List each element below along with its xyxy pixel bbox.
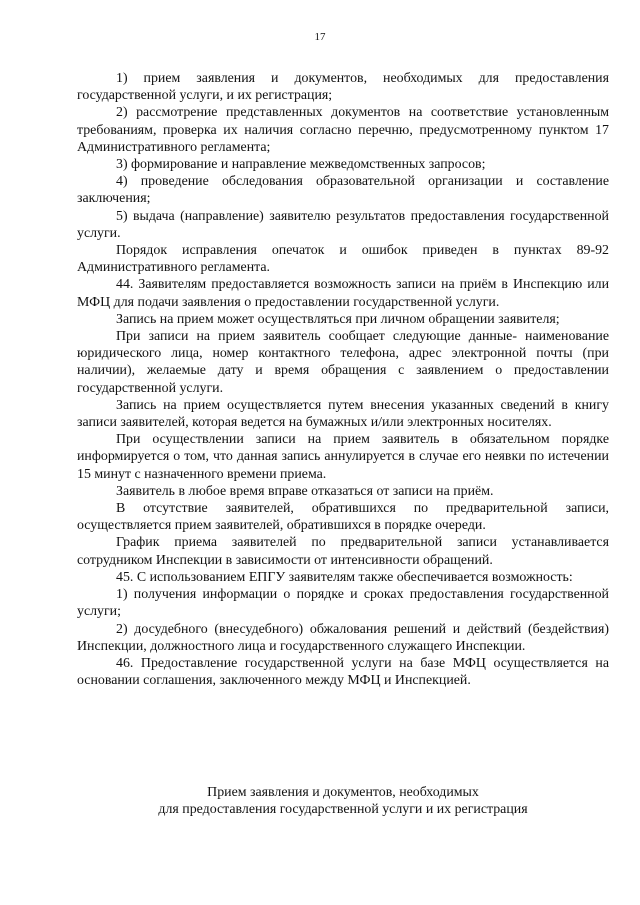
paragraph-item-46: 46. Предоставление государственной услуги на базе МФЦ осуществляется на основании соглашения, заключенного между МФЦ и Инспекцией.: [77, 655, 609, 689]
paragraph-item-45-2: 2) досудебного (внесудебного) обжалования решений и действий (бездействия) Инспекции, должностного лица и государственного служащего Инспекции.: [77, 621, 609, 654]
paragraph-item-45-1: 1) получения информации о порядке и сроках предоставления государственной услуги;: [77, 587, 609, 620]
paragraph-appointment-in-person: Запись на прием может осуществляться при личном обращении заявителя;: [116, 311, 560, 327]
paragraph-errata-order: Порядок исправления опечаток и ошибок приведен в пунктах 89-92 Административного регламента.: [77, 243, 609, 276]
paragraph-schedule: График приема заявителей по предварительной записи устанавливается сотрудником Инспекции в зависимости от интенсивности обращений.: [77, 535, 609, 568]
paragraph-appointment-data: При записи на прием заявитель сообщает следующие данные- наименование юридического лица, номер контактного телефона, адрес электронной почты (при наличии), желаемые дату и время обращения с заявлением о предоставлении государственной услуги.: [77, 329, 609, 396]
section-heading-line-1: Прием заявления и документов, необходимых: [207, 785, 479, 800]
paragraph-appointment-book: Запись на прием осуществляется путем внесения указанных сведений в книгу записи заявителей, которая ведется на бумажных и/или электронных носителях.: [77, 397, 609, 431]
paragraph-stage-3: 3) формирование и направление межведомственных запросов;: [116, 157, 486, 173]
document-body: [77, 70, 609, 689]
paragraph-stage-5: 5) выдача (направление) заявителю результатов предоставления государственной услуги.: [77, 208, 609, 241]
page-number: 17: [314, 31, 326, 43]
paragraph-item-44: 44. Заявителям предоставляется возможность записи на приём в Инспекцию или МФЦ для подачи заявления о предоставлении государственной услуги.: [77, 277, 609, 310]
paragraph-item-45: 45. С использованием ЕПГУ заявителям также обеспечивается возможность:: [116, 569, 573, 585]
paragraph-queue-order: В отсутствие заявителей, обратившихся по предварительной записи, осуществляется прием заявителей, обратившихся в порядке очереди.: [77, 501, 609, 534]
section-heading-line-2: для предоставления государственной услуги и их регистрация: [158, 802, 528, 818]
paragraph-stage-1: 1) прием заявления и документов, необходимых для предоставления государственной услуги, и их регистрация;: [77, 71, 609, 104]
paragraph-stage-4: 4) проведение обследования образовательной организации и составление заключения;: [77, 174, 609, 207]
section-heading: [77, 784, 609, 819]
paragraph-appointment-cancel-rule: При осуществлении записи на прием заявитель в обязательном порядке информируется о том, что данная запись аннулируется в случае его неявки по истечении 15 минут с назначенного времени приема.: [77, 432, 609, 482]
paragraph-appointment-refusal: Заявитель в любое время вправе отказаться от записи на приём.: [116, 483, 494, 499]
paragraph-stage-2: 2) рассмотрение представленных документов на соответствие установленным требованиям, проверка их наличия согласно перечню, предусмотренному пунктом 17 Административного регламента;: [77, 105, 609, 155]
